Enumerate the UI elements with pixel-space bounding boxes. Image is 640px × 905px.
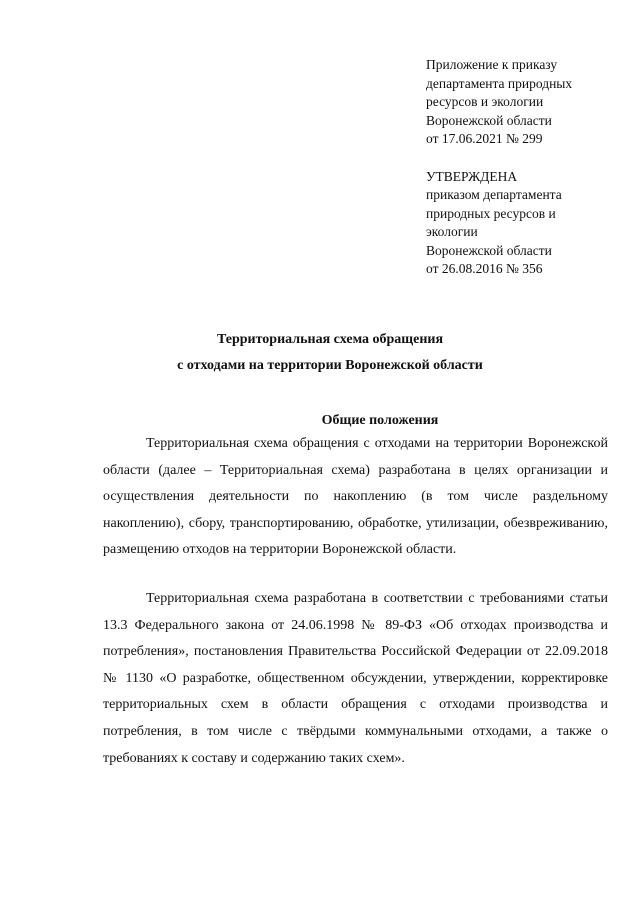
appendix-line: департамента природных bbox=[426, 75, 573, 91]
approved-line: УТВЕРЖДЕНА bbox=[426, 168, 518, 184]
paragraph-2 bbox=[103, 586, 608, 772]
approved-line: от 26.08.2016 № 356 bbox=[426, 261, 543, 276]
approved-line: приказом департамента bbox=[426, 187, 562, 202]
approved-line: Воронежской области bbox=[426, 242, 552, 258]
appendix-line: Воронежской области bbox=[426, 112, 552, 128]
approved-line: природных ресурсов и bbox=[426, 205, 556, 221]
approved-line: экологии bbox=[426, 224, 478, 239]
document-title-line-2: с отходами на территории Воронежской области bbox=[177, 358, 483, 373]
appendix-line: ресурсов и экологии bbox=[426, 94, 544, 109]
approval-block bbox=[426, 56, 616, 279]
approval-spacer bbox=[426, 149, 616, 168]
appendix-line: Приложение к приказу bbox=[426, 57, 558, 72]
section-heading bbox=[0, 412, 640, 430]
appendix-line: от 17.06.2021 № 299 bbox=[426, 131, 543, 146]
paragraph-text: Территориальная схема обращения с отходами на территории Воронежской области (далее – Территориальная схема) разработана в целях организации и осуществления деятельности по накоплению (в том числе раздельному накоплению), сбору, транспортированию, обработке, утилизации, обезвреживанию, размещению отходов на территории Воронежской области. bbox=[103, 436, 608, 558]
section-heading-text: Общие положения bbox=[321, 413, 439, 428]
document-title-line-1: Территориальная схема обращения bbox=[216, 332, 444, 347]
paragraph-text: Территориальная схема разработана в соответствии с требованиями статьи 13.3 Федерального закона от 24.06.1998 № 89-ФЗ «Об отходах производства и потребления», постановления Правительства Российской Федерации от 22.09.2018 № 1130 «О разработке, общественном обсуждении, утверждении, корректировке территориальных схем в области обращения с отходами производства и потребления, в том числе с твёрдыми коммунальными отходами, а также о требованиях к составу и содержанию таких схем». bbox=[103, 591, 608, 766]
paragraph-1 bbox=[103, 431, 608, 564]
